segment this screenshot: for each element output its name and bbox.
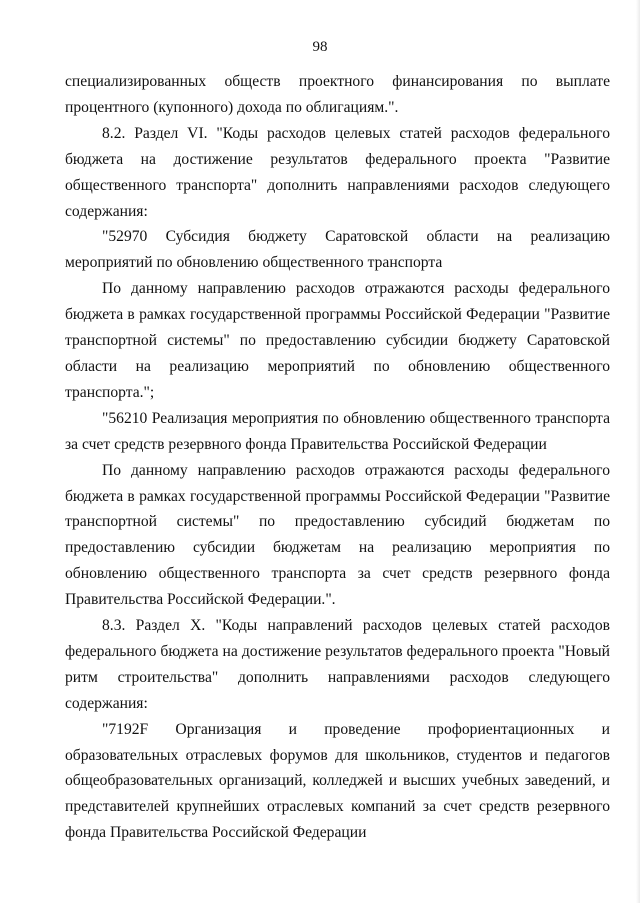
page-number: 98 [312, 39, 328, 55]
document-body [65, 69, 610, 846]
paragraph-section-8-2: 8.2. Раздел VI. "Коды расходов целевых статей расходов федерального бюджета на достижение результатов федерального проекта "Развитие общественного транспорта" дополнить направлениями расходов следующего содержания: [65, 124, 610, 220]
page-edge [636, 0, 640, 903]
paragraph-code-7192f: "7192F Организация и проведение профориентационных и образовательных отраслевых форумов для школьников, студентов и педагогов общеобразовательных организаций, колледжей и высших учебных заведений, и представителей крупнейших отраслевых компаний за счет средств резервного фонда Правительства Российской Федерации [65, 720, 610, 842]
paragraph-section-8-3: 8.3. Раздел X. "Коды направлений расходов целевых статей расходов федерального бюджета на достижение результатов федерального проекта "Новый ритм строительства" дополнить направлениями расходов следующего содержания: [65, 617, 610, 712]
paragraph-code-52970-description: По данному направлению расходов отражаются расходы федерального бюджета в рамках государственной программы Российской Федерации "Развитие транспортной системы" по предоставлению субсидии бюджету Саратовской области на реализацию мероприятий по обновлению общественного транспорта."; [65, 280, 610, 401]
paragraph-code-52970: "52970 Субсидия бюджету Саратовской области на реализацию мероприятий по обновлению общественного транспорта [65, 228, 610, 272]
paragraph-code-56210-description: По данному направлению расходов отражаются расходы федерального бюджета в рамках государственной программы Российской Федерации "Развитие транспортной системы" по предоставлению субсидий бюджетам по предоставлению субсидии бюджетам на реализацию мероприятия по обновлению общественного транспорта за счет средств резервного фонда Правительства Российской Федерации.". [65, 461, 610, 609]
paragraph-code-56210: "56210 Реализация мероприятия по обновлению общественного транспорта за счет средств резервного фонда Правительства Российской Федерации [65, 409, 610, 453]
paragraph-continuation: специализированных обществ проектного финансирования по выплате процентного (купонного) дохода по облигациям.". [65, 73, 610, 116]
